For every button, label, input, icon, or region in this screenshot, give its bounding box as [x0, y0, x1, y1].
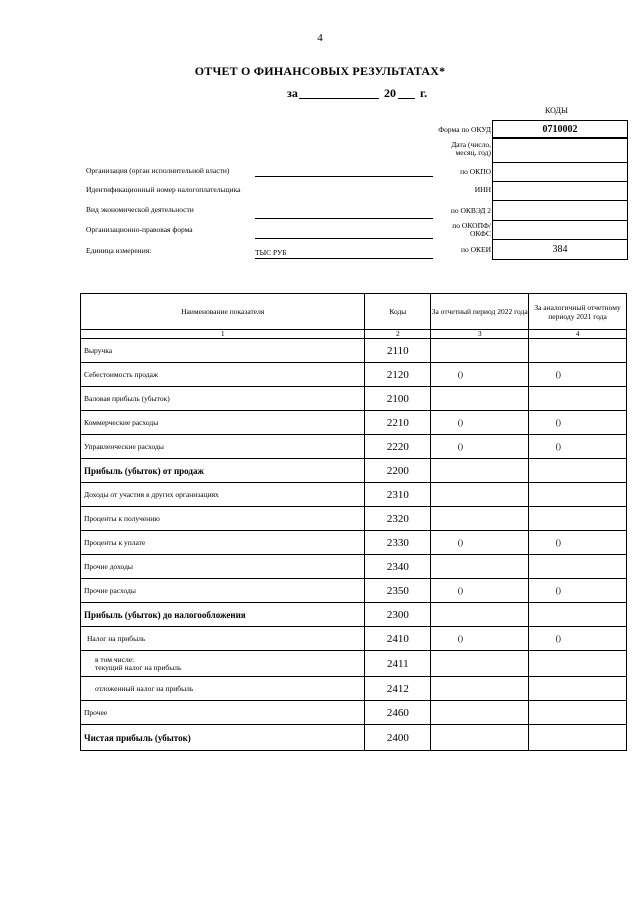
row-code: 2210 [365, 411, 431, 435]
row-name: Прочие доходы [81, 555, 365, 579]
paren-open: ( [555, 538, 559, 547]
table-row [81, 507, 627, 531]
row-code: 2460 [365, 701, 431, 725]
okei-code[interactable]: 384 [552, 244, 568, 255]
row-name: отложенный налог на прибыль [81, 677, 365, 701]
row-code: 2320 [365, 507, 431, 531]
paren-open: ( [457, 370, 461, 379]
table-row [81, 627, 627, 651]
current-value-cell[interactable] [431, 339, 529, 363]
unit-label: Единица измерения: [86, 246, 152, 255]
paren-open: ( [555, 634, 559, 643]
col-num: 1 [81, 330, 365, 339]
paren-open: ( [457, 418, 461, 427]
current-value-cell[interactable] [431, 531, 529, 555]
previous-value-cell[interactable] [529, 579, 627, 603]
previous-value-cell[interactable] [529, 483, 627, 507]
table-row [81, 459, 627, 483]
row-name: Доходы от участия в других организациях [81, 483, 365, 507]
period-blank-line [299, 86, 379, 99]
activity-label: Вид экономической деятельности [86, 205, 194, 214]
previous-value-cell[interactable] [529, 411, 627, 435]
inn-label: ИНН [474, 185, 491, 194]
paren-close: ) [460, 418, 464, 427]
legal-form-field[interactable] [255, 228, 433, 239]
row-code: 2410 [365, 627, 431, 651]
column-number-row [81, 330, 627, 339]
row-code: 2411 [365, 651, 431, 677]
col-num: 2 [365, 330, 431, 339]
previous-value-cell[interactable] [529, 435, 627, 459]
table-row [81, 435, 627, 459]
row-name: Прочие расходы [81, 579, 365, 603]
table-row [81, 579, 627, 603]
row-name: Коммерческие расходы [81, 411, 365, 435]
current-value-cell[interactable] [431, 555, 529, 579]
org-label: Организация (орган исполнительной власти) [86, 166, 230, 175]
previous-value-cell[interactable] [529, 701, 627, 725]
previous-value-cell[interactable] [529, 459, 627, 483]
paren-close: ) [558, 538, 561, 547]
row-code: 2200 [365, 459, 431, 483]
paren-close: ) [460, 370, 464, 379]
okud-code[interactable]: 0710002 [493, 121, 627, 139]
current-value-cell[interactable] [431, 701, 529, 725]
col-num: 4 [529, 330, 627, 339]
paren-open: ( [555, 442, 559, 451]
current-value-cell[interactable] [431, 651, 529, 677]
okpo-label: по ОКПО [460, 167, 491, 176]
okei-label: по ОКЕИ [460, 245, 491, 254]
paren-close: ) [558, 634, 561, 643]
row-code: 2110 [365, 339, 431, 363]
header-current: За отчетный период 2022 года [431, 294, 529, 330]
row-name: Проценты к получению [81, 507, 365, 531]
okved-code[interactable] [493, 201, 627, 221]
previous-value-cell[interactable] [529, 531, 627, 555]
paren-close: ) [558, 442, 561, 451]
row-code: 2100 [365, 387, 431, 411]
current-value-cell[interactable] [431, 579, 529, 603]
current-value-cell[interactable] [431, 411, 529, 435]
col-num: 3 [431, 330, 529, 339]
table-row [81, 725, 627, 751]
previous-value-cell[interactable] [529, 627, 627, 651]
codes-box [492, 120, 628, 260]
current-value-cell[interactable] [431, 483, 529, 507]
okved-label: по ОКВЭД 2 [450, 206, 491, 215]
row-code: 2120 [365, 363, 431, 387]
table-row [81, 701, 627, 725]
paren-close: ) [558, 418, 561, 427]
row-code: 2340 [365, 555, 431, 579]
current-value-cell[interactable] [431, 363, 529, 387]
page-number: 4 [317, 32, 323, 44]
table-header-row [81, 294, 627, 330]
table-row [81, 677, 627, 701]
current-value-cell[interactable] [431, 435, 529, 459]
header-name: Наименование показателя [81, 294, 365, 330]
row-code: 2412 [365, 677, 431, 701]
row-code: 2400 [365, 725, 431, 751]
paren-close: ) [460, 538, 464, 547]
table-row [81, 387, 627, 411]
row-name: Чистая прибыль (убыток) [81, 725, 365, 751]
paren-open: ( [555, 586, 559, 595]
previous-value-cell[interactable] [529, 651, 627, 677]
row-name: Управленческие расходы [81, 435, 365, 459]
paren-open: ( [457, 442, 461, 451]
table-row [81, 531, 627, 555]
row-name-line2: текущий налог на прибыль [95, 662, 182, 672]
okud-label: Форма по ОКУД [438, 125, 491, 134]
financial-results-table [80, 293, 627, 751]
paren-open: ( [457, 634, 461, 643]
inn-code[interactable] [493, 182, 627, 201]
paren-close: ) [460, 586, 464, 595]
unit-field[interactable]: ТЫС РУБ [255, 248, 433, 259]
paren-open: ( [555, 418, 559, 427]
org-field[interactable] [255, 166, 433, 177]
previous-value-cell[interactable] [529, 387, 627, 411]
legal-form-label: Организационно-правовая форма [86, 225, 193, 234]
period-prefix: за [287, 86, 298, 100]
row-name: Налог на прибыль [81, 627, 365, 651]
table-row [81, 411, 627, 435]
previous-value-cell[interactable] [529, 603, 627, 627]
table-row [81, 603, 627, 627]
previous-value-cell[interactable] [529, 363, 627, 387]
current-value-cell[interactable] [431, 627, 529, 651]
previous-value-cell[interactable] [529, 507, 627, 531]
okpo-code[interactable] [493, 163, 627, 182]
period-year-blank [398, 86, 415, 99]
previous-value-cell[interactable] [529, 339, 627, 363]
previous-value-cell[interactable] [529, 677, 627, 701]
row-name: Прочее [81, 701, 365, 725]
inn-field-label: Идентификационный номер налогоплательщика [86, 185, 241, 194]
row-code: 2300 [365, 603, 431, 627]
current-value-cell[interactable] [431, 387, 529, 411]
row-name: Валовая прибыль (убыток) [81, 387, 365, 411]
table-row [81, 651, 627, 677]
header-previous: За аналогичный отчетному периоду 2021 года [529, 294, 627, 330]
paren-open: ( [457, 538, 461, 547]
previous-value-cell[interactable] [529, 555, 627, 579]
current-value-cell[interactable] [431, 677, 529, 701]
current-value-cell[interactable] [431, 459, 529, 483]
paren-close: ) [460, 442, 464, 451]
row-name: Прибыль (убыток) от продаж [81, 459, 365, 483]
row-code: 2350 [365, 579, 431, 603]
okopf-label: по ОКОПФ/ ОКФС [452, 221, 491, 238]
okopf-code[interactable] [493, 221, 627, 240]
header-code: Коды [365, 294, 431, 330]
table-row [81, 363, 627, 387]
table-row [81, 483, 627, 507]
current-value-cell[interactable] [431, 725, 529, 751]
codes-header: КОДЫ [545, 106, 568, 115]
report-title: ОТЧЕТ О ФИНАНСОВЫХ РЕЗУЛЬТАТАХ* [194, 64, 446, 78]
table-row [81, 339, 627, 363]
activity-field[interactable] [255, 208, 433, 219]
row-name-line1: в том числе: [95, 654, 135, 664]
current-value-cell[interactable] [431, 603, 529, 627]
paren-close: ) [558, 370, 561, 379]
row-name [81, 651, 365, 677]
row-code: 2310 [365, 483, 431, 507]
paren-open: ( [555, 370, 559, 379]
previous-value-cell[interactable] [529, 725, 627, 751]
row-name: Проценты к уплате [81, 531, 365, 555]
row-code: 2330 [365, 531, 431, 555]
table-row [81, 555, 627, 579]
paren-close: ) [558, 586, 561, 595]
current-value-cell[interactable] [431, 507, 529, 531]
paren-close: ) [460, 634, 464, 643]
row-name: Себестоимость продаж [81, 363, 365, 387]
period-year-prefix: 20 [384, 86, 396, 100]
row-code: 2220 [365, 435, 431, 459]
date-code[interactable] [493, 139, 627, 163]
period-suffix: г. [420, 86, 428, 100]
row-name: Прибыль (убыток) до налогообложения [81, 603, 365, 627]
paren-open: ( [457, 586, 461, 595]
date-label: Дата (число, месяц, год) [451, 140, 491, 157]
row-name: Выручка [81, 339, 365, 363]
